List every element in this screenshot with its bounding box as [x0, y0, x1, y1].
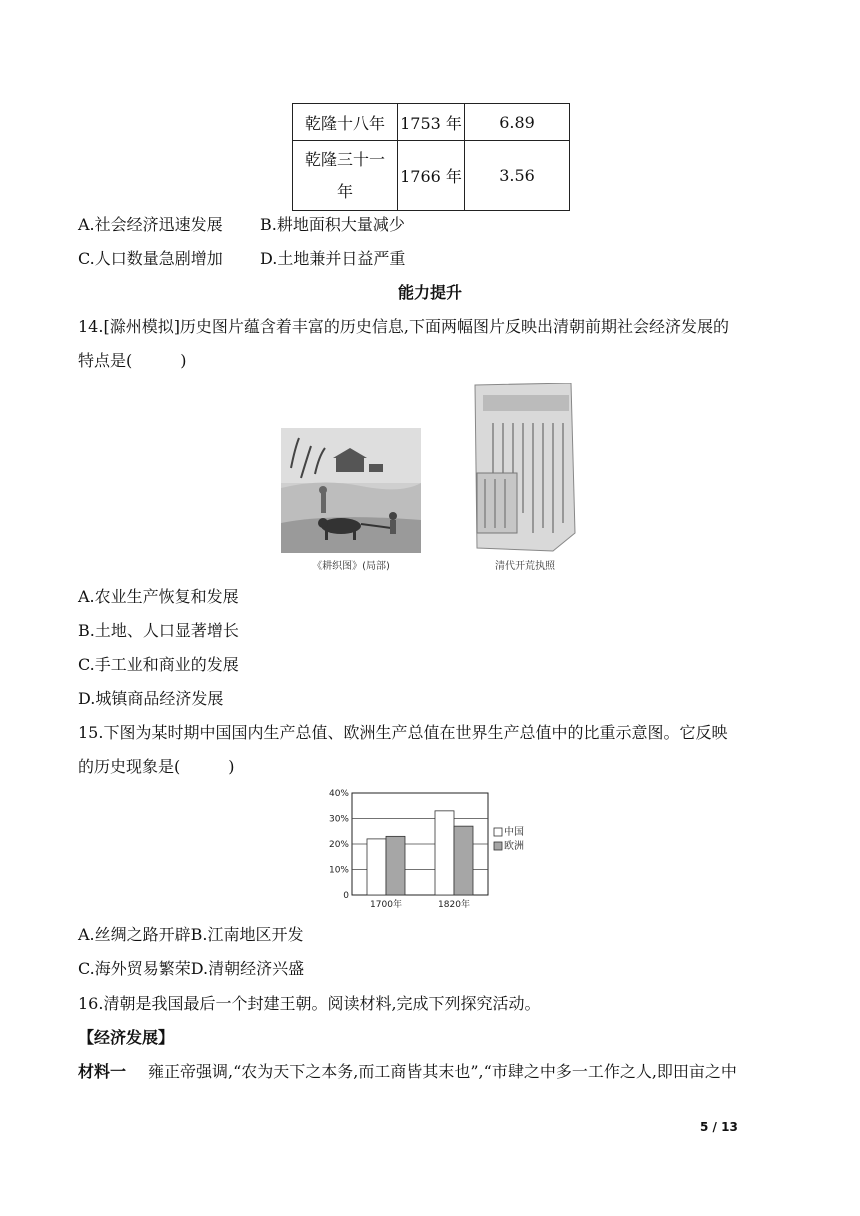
legend-label: 中国	[504, 827, 524, 838]
table-cell-reign	[293, 141, 398, 211]
table-cell-year: 1766 年	[398, 141, 465, 211]
table-cell-value: 6.89	[465, 104, 570, 141]
q15-option-cd: C.海外贸易繁荣D.清朝经济兴盛	[78, 959, 305, 978]
legend-swatch	[494, 842, 502, 850]
gengzhi-painting-image	[281, 428, 421, 553]
legend	[494, 825, 524, 852]
x-ticks	[370, 898, 470, 910]
q16-section-heading: 【经济发展】	[78, 1028, 175, 1047]
section-title: 能力提升	[397, 283, 462, 302]
page-number: 5 / 13	[700, 1120, 738, 1134]
caption-left: 《耕织图》(局部)	[312, 561, 390, 572]
bar-europe	[386, 836, 405, 895]
legend-label: 欧洲	[504, 841, 524, 852]
table-cell-year: 1753 年	[398, 104, 465, 141]
q13-option-a: A.社会经济迅速发展	[78, 215, 223, 234]
bar-china	[367, 839, 386, 895]
land-license-image	[473, 383, 577, 553]
x-tick-label: 1700年	[370, 900, 402, 910]
table-cell-value: 3.56	[465, 141, 570, 211]
material-one	[78, 1061, 737, 1083]
q15-stem-line2: 的历史现象是( )	[78, 757, 235, 776]
y-tick-label: 40%	[328, 789, 349, 799]
material-text: 雍正帝强调,“农为天下之本务,而工商皆其末也”,“市肆之中多一工作之人,即田亩之中	[148, 1062, 737, 1081]
q16-stem: 16.清朝是我国最后一个封建王朝。阅读材料,完成下列探究活动。	[78, 994, 541, 1013]
q13-option-c: C.人口数量急剧增加	[78, 249, 223, 268]
bar-europe	[454, 826, 473, 895]
q14-option-d: D.城镇商品经济发展	[78, 689, 224, 708]
gdp-share-chart	[320, 785, 540, 915]
y-tick-label: 30%	[328, 814, 349, 825]
legend-swatch	[494, 828, 502, 836]
caption-right: 清代开荒执照	[495, 561, 555, 572]
x-tick-label: 1820年	[438, 900, 470, 910]
table-cell-reign: 乾隆十八年	[293, 104, 398, 141]
q14-option-c: C.手工业和商业的发展	[78, 655, 239, 674]
q14-stem-line1: 14.[滁州模拟]历史图片蕴含着丰富的历史信息,下面两幅图片反映出清朝前期社会经济发展的	[78, 317, 730, 336]
q14-option-a: A.农业生产恢复和发展	[78, 587, 239, 606]
y-ticks	[329, 789, 349, 901]
material-label: 材料一	[78, 1062, 127, 1081]
q15-option-ab: A.丝绸之路开辟B.江南地区开发	[78, 925, 304, 944]
y-tick-label: 10%	[328, 865, 349, 876]
reign-line1: 乾隆三十一	[304, 149, 385, 169]
q13-option-d: D.土地兼并日益严重	[260, 249, 406, 268]
reign-line2: 年	[336, 181, 353, 201]
q14-stem-line2: 特点是( )	[78, 351, 187, 370]
y-tick-label: 20%	[328, 840, 349, 850]
q13-option-b: B.耕地面积大量减少	[260, 215, 405, 234]
q15-stem-line1: 15.下图为某时期中国国内生产总值、欧洲生产总值在世界生产总值中的比重示意图。它反映	[78, 723, 728, 742]
bar-china	[435, 811, 454, 895]
population-table	[292, 103, 570, 211]
y-tick-label: 0	[343, 891, 349, 901]
q14-option-b: B.土地、人口显著增长	[78, 621, 239, 640]
